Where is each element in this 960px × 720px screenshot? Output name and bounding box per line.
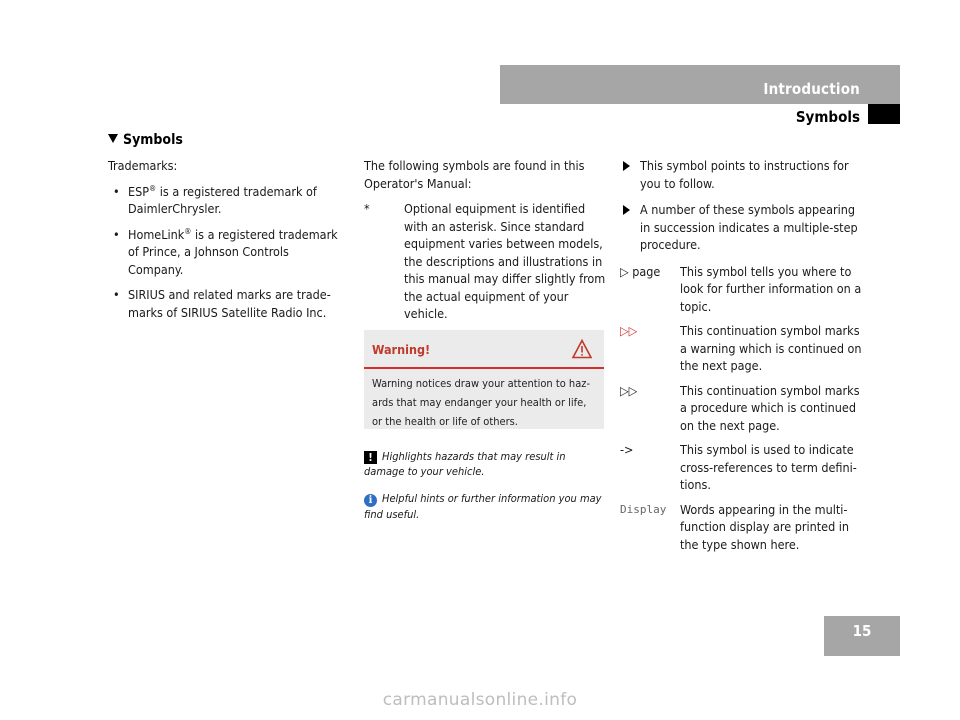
warning-box [364, 330, 604, 429]
warning-triangle-icon [572, 339, 592, 359]
warning-title: Warning! [372, 342, 431, 357]
warning-continuation-symbol: ▷▷ [620, 323, 638, 338]
page-heading-text: Symbols [123, 132, 183, 148]
asterisk-symbol: * [364, 201, 370, 216]
asterisk-entry [364, 200, 607, 323]
asterisk-description: Optional equipment is identified with an asterisk. Since standard equipment varies between models, the descriptions and illustrations in this manual may differ slightly from the actual equipment of your vehicle. [404, 201, 606, 321]
symbols-intro: The following symbols are found in this Operator's Manual: [364, 158, 585, 191]
info-note: i Helpful hints or further information you may find useful. [364, 492, 602, 521]
display-type-symbol: Display [620, 502, 667, 516]
symbol-entry: ▷▷ This continuation symbol marks a procedure which is continued on the next page. [620, 382, 860, 433]
symbols-intro-column [364, 157, 607, 323]
page-number-box [824, 616, 900, 656]
symbols-column [620, 157, 865, 553]
warning-divider [364, 367, 604, 369]
symbol-entry: -> This symbol is used to indicate cross-references to term defini-tions. [620, 442, 857, 492]
chapter-title: Introduction [763, 80, 860, 98]
warning-text: Warning notices draw your attention to haz-ards that may endanger your health or life, or the health or life of others. [372, 377, 591, 428]
page-number: 15 [852, 622, 872, 640]
list-item: • ESP® is a registered trademark of DaimlerChrysler. [113, 183, 317, 216]
trademarks-intro: Trademarks: [108, 158, 178, 173]
watermark: carmanualsonline.info [382, 690, 578, 710]
cross-reference-symbol: -> [620, 442, 634, 457]
bullet-icon: • [113, 226, 120, 242]
procedure-continuation-symbol: ▷▷ [620, 382, 638, 398]
bullet-icon: • [113, 183, 120, 199]
list-item: A number of these symbols appearing in succession indicates a multiple-step procedure. [620, 201, 865, 254]
trademarks-column [108, 157, 343, 321]
list-item: This symbol points to instructions for you to follow. [620, 157, 865, 192]
symbol-entry: ▷▷ This continuation symbol marks a warning which is continued on the next page. [620, 323, 862, 373]
symbol-entry: Display Words appearing in the multi-function display are printed in the type shown here. [620, 501, 850, 552]
symbol-entry: ▷ page This symbol tells you where to look for further information on a topic. [620, 263, 862, 314]
section-title: Symbols [795, 108, 860, 126]
arrow-right-icon [623, 205, 630, 215]
bullet-icon: • [113, 287, 120, 302]
exclamation-icon: ! [364, 451, 377, 464]
triangle-down-icon [108, 134, 118, 143]
page-heading [108, 132, 183, 148]
list-item: • HomeLink® is a registered trademark of Prince, a Johnson Controls Company. [113, 226, 338, 277]
damage-note: ! Highlights hazards that may result in damage to your vehicle. [364, 450, 566, 478]
list-item: • SIRIUS and related marks are trade-marks of SIRIUS Satellite Radio Inc. [113, 287, 331, 320]
arrow-right-icon [623, 161, 630, 171]
section-marker-block [868, 104, 900, 124]
page-reference-symbol: ▷ page [620, 263, 661, 279]
info-icon: i [364, 494, 377, 507]
